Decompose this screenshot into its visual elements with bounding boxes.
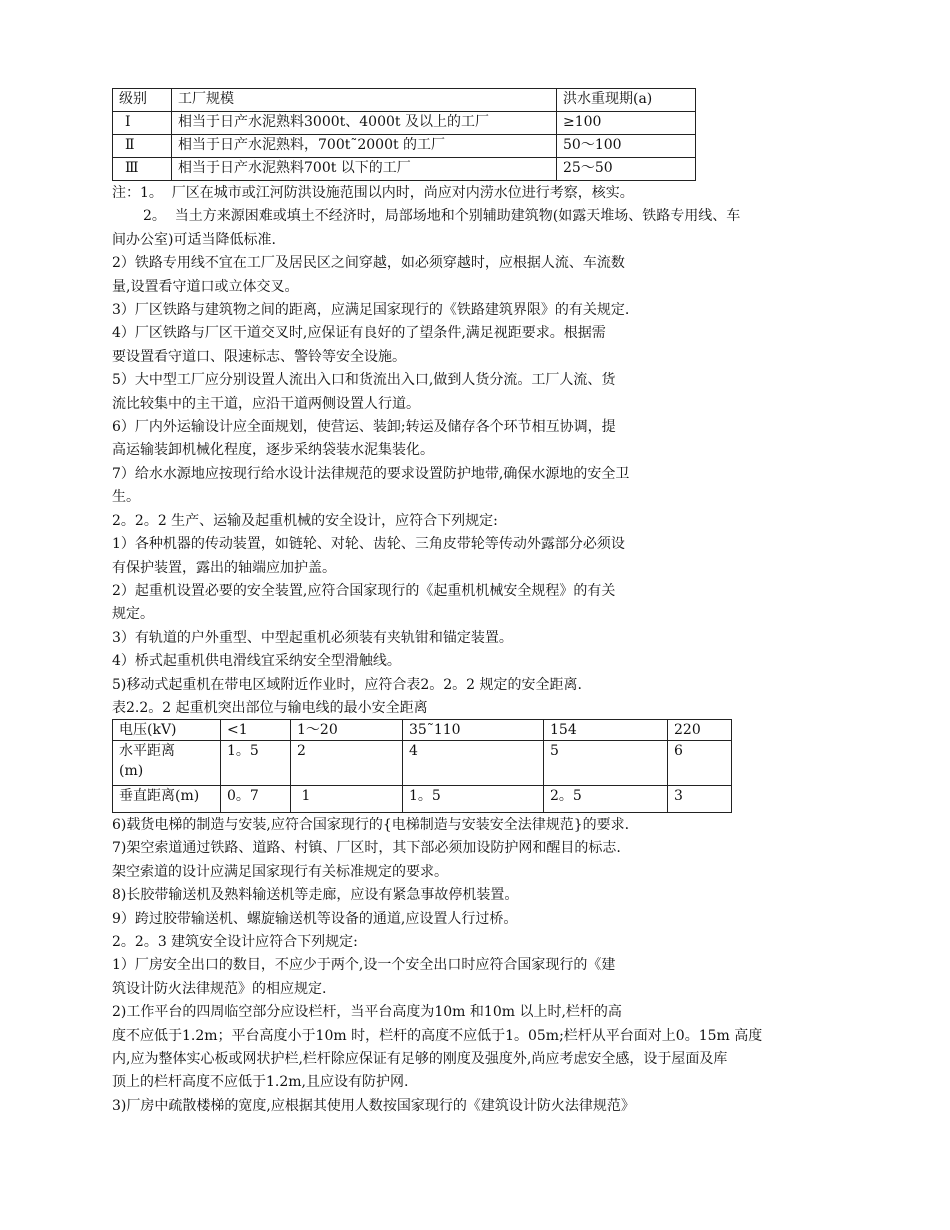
table-cell: 2 (291, 740, 403, 785)
section-heading: 2。2。3 建筑安全设计应符合下列规定: (112, 933, 358, 950)
text-line: 5）大中型工厂应分别设置人流出入口和货流出入口,做到人货分流。工厂人流、货 (112, 372, 616, 389)
text-line: 1）各种机器的传动装置，如链轮、对轮、齿轮、三角皮带轮等传动外露部分必须设 (112, 536, 625, 553)
table-row (113, 740, 732, 785)
table-row (113, 112, 696, 135)
header-level: 级别 (113, 89, 172, 112)
text-line: 规定。 (112, 606, 154, 623)
table-cell: 1。5 (403, 785, 544, 812)
table-cell: 相当于日产水泥熟料700t 以下的工厂 (172, 158, 557, 181)
text-line: 6)载货电梯的制造与安装,应符合国家现行的{电梯制造与安装安全法律规范}的要求. (112, 816, 630, 833)
table-cell: ≥100 (557, 112, 696, 135)
table-cell: 50～100 (557, 135, 696, 158)
table-cell: 1。5 (221, 740, 291, 785)
table-cell (113, 740, 221, 785)
text-line: 顶上的栏杆高度不应低于1.2m,且应设有防护网. (112, 1074, 409, 1091)
text-line: 筑设计防火法律规范》的相应规定. (112, 980, 327, 997)
text-line: 度不应低于1.2m；平台高度小于10m 时，栏杆的高度不应低于1。05m;栏杆从平台面对上0。15m 高度 (112, 1027, 763, 1044)
table-cell: Ⅲ (113, 158, 172, 181)
text-line: 2。 当土方来源困难或填土不经济时，局部场地和个别辅助建筑物(如露天堆场、铁路专用线、车 (143, 208, 741, 225)
table-cell: <1 (221, 719, 291, 740)
table-row (113, 158, 696, 181)
table-cell: 5 (544, 740, 668, 785)
text-line: 架空索道的设计应满足国家现行有关标准规定的要求。 (112, 863, 448, 880)
text-line: 2）起重机设置必要的安全装置,应符合国家现行的《起重机机械安全规程》的有关 (112, 582, 616, 599)
text-line: 7)架空索道通过铁路、道路、村镇、厂区时，其下部必须加设防护网和醒目的标志. (112, 840, 621, 857)
table-row (113, 135, 696, 158)
text-line: 3）有轨道的户外重型、中型起重机必须装有夹轨钳和锚定装置。 (112, 629, 513, 646)
table-cell: 25～50 (557, 158, 696, 181)
section-heading: 2。2。2 生产、运输及起重机械的安全设计，应符合下列规定: (112, 512, 498, 529)
table-cell: Ⅰ (113, 112, 172, 135)
table-cell: 2。5 (544, 785, 668, 812)
text-line: 1）厂房安全出口的数目，不应少于两个,设一个安全出口时应符合国家现行的《建 (112, 957, 616, 974)
text-line: 2)工作平台的四周临空部分应设栏杆，当平台高度为10m 和10m 以上时,栏杆的高 (112, 1004, 622, 1021)
cell-text: (m) (119, 762, 144, 779)
text-line: 有保护装置，露出的轴端应加护盖。 (112, 559, 336, 576)
table-cell: 1～20 (291, 719, 403, 740)
table-cell: 154 (544, 719, 668, 740)
table-header-row (113, 89, 696, 112)
body-text-block-2 (112, 814, 842, 1118)
cell-text: 水平距离 (119, 742, 175, 759)
text-line: 9）跨过胶带输送机、螺旋输送机等设备的通道,应设置人行过桥。 (112, 910, 518, 927)
text-line: 生。 (112, 489, 140, 506)
safety-distance-table (112, 719, 732, 813)
text-line: 量,设置看守道口或立体交叉。 (112, 278, 299, 295)
header-return-period: 洪水重现期(a) (557, 89, 696, 112)
text-line: 高运输装卸机械化程度，逐步采纳袋装水泥集装化。 (112, 442, 434, 459)
text-line: 7）给水水源地应按现行给水设计法律规范的要求设置防护地带,确保水源地的安全卫 (112, 465, 630, 482)
text-line: 4）桥式起重机供电滑线宜采纳安全型滑触线。 (112, 653, 401, 670)
table-cell: 相当于日产水泥熟料3000t、4000t 及以上的工厂 (172, 112, 557, 135)
table-cell: 3 (668, 785, 732, 812)
table-cell: 相当于日产水泥熟料，700t˜2000t 的工厂 (172, 135, 557, 158)
text-line: 8)长胶带输送机及熟料输送机等走廊，应设有紧急事故停机装置。 (112, 887, 519, 904)
text-line: 注：1。 厂区在城市或江河防洪设施范围以内时，尚应对内涝水位进行考察，核实。 (112, 185, 634, 201)
text-line: 内,应为整体实心板或网状护栏,栏杆除应保证有足够的刚度及强度外,尚应考虑安全感，设于屋面及库 (112, 1051, 728, 1067)
body-text-block-1 (112, 182, 842, 697)
table-cell: 垂直距离(m) (113, 785, 221, 812)
table-cell: 0。7 (221, 785, 291, 812)
table-cell: 4 (403, 740, 544, 785)
text-line: 6）厂内外运输设计应全面规划，使营运、装卸;转运及储存各个环节相互协调，提 (112, 419, 616, 436)
table-cell: 220 (668, 719, 732, 740)
text-line: 4）厂区铁路与厂区干道交叉时,应保证有良好的了望条件,满足视距要求。根据需 (112, 325, 606, 342)
table-cell: 35˜110 (403, 719, 544, 740)
table-cell: 6 (668, 740, 732, 785)
text-line: 流比较集中的主干道，应沿干道两侧设置人行道。 (112, 395, 420, 412)
table-cell: 1 (291, 785, 403, 812)
text-line: 2）铁路专用线不宜在工厂及居民区之间穿越，如必须穿越时，应根据人流、车流数 (112, 255, 625, 272)
table-caption: 表2.2。2 起重机突出部位与输电线的最小安全距离 (112, 699, 428, 716)
text-line: 要设置看守道口、限速标志、警铃等安全设施。 (112, 348, 406, 365)
text-line: 5)移动式起重机在带电区域附近作业时，应符合表2。2。2 规定的安全距离. (112, 676, 582, 693)
document-page (112, 88, 842, 1118)
table-row (113, 785, 732, 812)
text-line: 间办公室)可适当降低标准. (112, 231, 276, 248)
header-scale: 工厂规模 (172, 89, 557, 112)
text-line: 3）厂区铁路与建筑物之间的距离，应满足国家现行的《铁路建筑界限》的有关规定. (112, 302, 630, 319)
table-row (113, 719, 732, 740)
flood-standard-table (112, 88, 696, 181)
table-cell: 电压(kV) (113, 719, 221, 740)
table-cell: Ⅱ (113, 135, 172, 158)
text-line: 3)厂房中疏散楼梯的宽度,应根据其使用人数按国家现行的《建筑设计防火法律规范》 (112, 1097, 635, 1114)
